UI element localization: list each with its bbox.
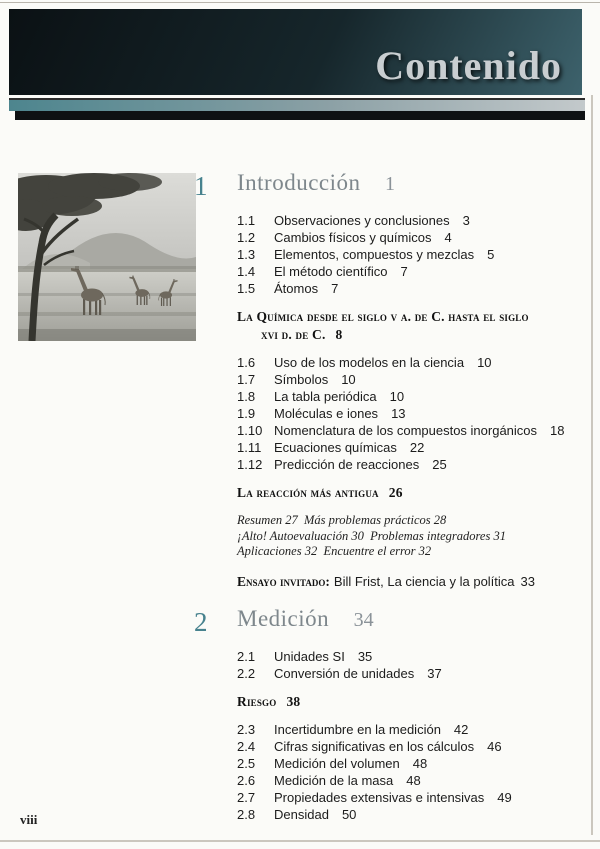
section-page: 7 (400, 264, 408, 279)
section-number: 2.8 (237, 806, 256, 822)
section-title: Conversión de unidades (274, 665, 415, 681)
section-number: 2.3 (237, 721, 256, 737)
toc-entry (237, 422, 590, 439)
toc-entry (237, 721, 590, 738)
toc-entry (237, 405, 590, 422)
feature-page: 38 (286, 693, 301, 709)
section-title: Unidades SI (274, 648, 345, 664)
section-page: 46 (487, 738, 502, 754)
folio-page-number: viii (20, 812, 38, 827)
toc-entry (237, 755, 590, 772)
feature-text: Riesgo (237, 693, 277, 709)
section-page: 18 (550, 423, 565, 438)
toc-entry (237, 263, 590, 280)
section-number: 1.6 (237, 355, 256, 370)
section-title: Símbolos (274, 372, 329, 387)
toc-entry (237, 648, 590, 665)
section-page: 48 (406, 772, 421, 788)
feature-heading-reaccion (237, 484, 590, 502)
chapter-title: Medición (237, 605, 330, 631)
section-number: 1.10 (237, 423, 263, 438)
section-number: 1.11 (237, 440, 262, 455)
table-of-contents (194, 170, 590, 823)
study-aids-line: Resumen 27 Más problemas prácticos 28 (237, 513, 447, 527)
feature-page: 26 (388, 485, 403, 500)
section-number: 1.2 (237, 230, 256, 245)
section-title: Ecuaciones químicas (274, 440, 397, 455)
feature-text-line2: xvi d. de C. (261, 327, 326, 342)
section-number: 1.9 (237, 406, 256, 421)
section-title: Átomos (274, 281, 319, 296)
section-title: Observaciones y conclusiones (274, 213, 450, 228)
section-number: 2.5 (237, 755, 256, 771)
toc-entry (237, 665, 590, 682)
toc-entry (237, 280, 590, 297)
section-number: 1.7 (237, 372, 256, 387)
section-page: 10 (477, 355, 492, 370)
scan-edge-right (591, 95, 593, 835)
section-page: 4 (444, 230, 452, 245)
section-number: 2.1 (237, 648, 256, 664)
section-title: Predicción de reacciones (274, 457, 420, 472)
section-number: 2.6 (237, 772, 256, 788)
header-rule-shadow (15, 111, 585, 120)
header-band (9, 9, 582, 95)
section-page: 22 (409, 440, 425, 455)
toc-entry (237, 371, 590, 388)
toc-entry (237, 806, 590, 823)
section-title: Medición del volumen (274, 755, 400, 771)
essay-label: Ensayo invitado: (237, 573, 330, 589)
toc-entry (237, 772, 590, 789)
feature-text-line2-wrap (237, 327, 342, 342)
section-number: 2.4 (237, 738, 256, 754)
study-aids-line: Aplicaciones 32 Encuentre el error 32 (237, 544, 432, 558)
giraffes-photo (18, 173, 196, 341)
section-title: La tabla periódica (274, 389, 377, 404)
section-page: 35 (357, 648, 373, 664)
section-page: 49 (497, 789, 512, 805)
chapter-page: 1 (384, 173, 395, 195)
scan-edge-bottom (0, 840, 600, 842)
toc-entry (237, 229, 590, 246)
toc-entry (237, 246, 590, 263)
section-page: 50 (341, 806, 357, 822)
section-number: 2.2 (237, 665, 256, 681)
essay-text: Bill Frist, La ciencia y la política (333, 573, 515, 589)
section-title: Nomenclatura de los compuestos inorgánicos (274, 423, 538, 438)
section-title: Propiedades extensivas e intensivas (274, 789, 485, 805)
section-number: 2.7 (237, 789, 256, 805)
section-title: Cambios físicos y químicos (274, 230, 432, 245)
header-rule-teal (9, 98, 585, 111)
feature-text-line1: La Química desde el siglo v a. de C. hasta el siglo (237, 309, 529, 324)
section-page: 3 (462, 213, 470, 228)
section-title: El método científico (274, 264, 388, 279)
study-aids-line: ¡Alto! Autoevaluación 30 Problemas integradores 31 (237, 528, 506, 543)
toc-entry (237, 738, 590, 755)
section-page: 5 (487, 247, 495, 262)
chapter-number: 1 (194, 171, 208, 201)
feature-text: La reacción más antigua (237, 485, 379, 500)
section-title: Uso de los modelos en la ciencia (274, 355, 465, 370)
section-title: Moléculas e iones (274, 406, 379, 421)
section-number: 1.1 (237, 213, 256, 228)
section-title: Elementos, compuestos y mezclas (274, 247, 475, 262)
chapter-number: 2 (194, 606, 208, 637)
chapter-title: Introducción (237, 170, 361, 195)
section-page: 10 (389, 389, 405, 404)
section-title: Densidad (274, 806, 329, 822)
section-number: 1.4 (237, 264, 256, 279)
toc-entry (237, 388, 590, 405)
section-title: Cifras significativas en los cálculos (274, 738, 475, 754)
essay-entry (237, 573, 590, 590)
section-page: 37 (427, 665, 442, 681)
section-number: 1.12 (237, 457, 263, 472)
section-page: 42 (453, 721, 469, 737)
scan-edge-top (0, 2, 600, 3)
essay-page: 33 (520, 573, 535, 589)
section-title: Medición de la masa (274, 772, 394, 788)
section-number: 1.5 (237, 281, 256, 296)
section-page: 25 (432, 457, 447, 472)
study-aids (210, 513, 590, 560)
toc-entry (237, 354, 590, 371)
chapter-2-heading (194, 605, 590, 638)
feature-page: 8 (335, 327, 343, 342)
page-title: Contenido (375, 43, 562, 88)
section-page: 13 (391, 406, 406, 421)
chapter-page: 34 (353, 608, 374, 631)
section-number: 1.3 (237, 247, 256, 262)
toc-entry (237, 789, 590, 806)
section-page: 10 (341, 372, 356, 387)
toc-entry (237, 456, 590, 473)
section-page: 48 (412, 755, 428, 771)
toc-entry (237, 439, 590, 456)
feature-heading-quimica (237, 308, 590, 344)
section-page: 7 (331, 281, 339, 296)
giraffes-photo-art (18, 173, 196, 341)
feature-heading-riesgo (237, 693, 590, 711)
section-title: Incertidumbre en la medición (274, 721, 441, 737)
toc-entry (237, 212, 590, 229)
chapter-1-heading (194, 170, 590, 202)
section-number: 1.8 (237, 389, 256, 404)
